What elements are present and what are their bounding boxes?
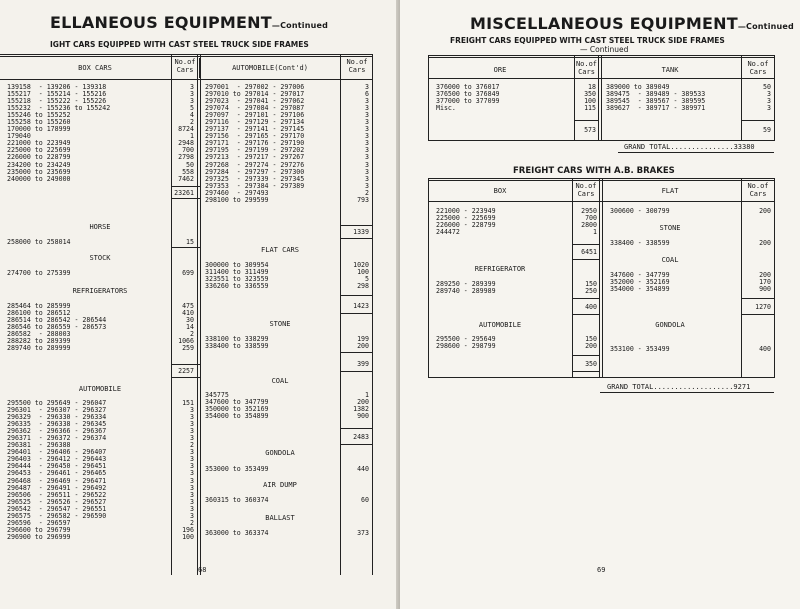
ab-flat-range: 300600 - 300799 [610, 207, 670, 215]
ab-coal-list-entry: 347600 - 347799 [610, 271, 670, 279]
box-header: BOX [493, 187, 507, 195]
horse-count: 15 [186, 238, 194, 246]
box-cars-list [7, 84, 110, 183]
coal-counts [326, 392, 369, 420]
air-dump-range: 360315 to 360374 [205, 496, 269, 504]
ore-list-entry: Misc. [436, 104, 456, 113]
automobile-counts-entry: 3 [190, 413, 194, 422]
automobile-counts-entry: 3 [190, 455, 194, 464]
box-cars-list-entry: 155246 to 155252 [7, 111, 71, 120]
box-cars-list-entry: 225000 to 225699 [7, 146, 71, 155]
ab-box-counts-entry: 2800 [581, 221, 597, 230]
automobile-counts-entry: 3 [190, 420, 194, 429]
left-title: ELLANEOUS EQUIPMENT—Continued [50, 13, 329, 32]
ab-refrigerator-counts-entry: 150 [585, 280, 597, 288]
box-cars-counts-entry: 3 [190, 83, 194, 91]
left-subtitle: IGHT CARS EQUIPPED WITH CAST STEEL TRUCK SIDE FRAMES [50, 40, 309, 49]
box-cars-counts-entry: 3 [190, 97, 194, 106]
automobile-cont-counts-entry: 3 [365, 153, 369, 162]
ab-refrigerator-counts [550, 281, 597, 295]
coal-list-entry: 347600 to 347799 [205, 398, 269, 407]
tank-list-entry: 389627 - 389717 - 389971 [606, 104, 706, 113]
gondola-count: 440 [357, 465, 369, 473]
flat-cars-list-entry: 300000 to 309954 [205, 261, 269, 269]
tank-counts-entry: 3 [767, 97, 771, 106]
automobile-cont-counts-entry: 3 [365, 146, 369, 155]
coal-list-entry: 354000 to 354899 [205, 412, 269, 421]
ore-counts-entry: 18 [588, 83, 596, 91]
box-cars-list-entry: 179040 [7, 132, 31, 141]
automobile-cont-counts-entry: 3 [365, 97, 369, 106]
automobile-cont-list-entry: 297156 - 297165 - 297170 [205, 132, 305, 141]
automobile-cont-list-entry: 297074 - 297084 - 297087 [205, 104, 305, 113]
box-cars-counts-entry: 4 [190, 111, 194, 120]
right-page [400, 0, 800, 609]
automobile-cont-list [205, 84, 304, 204]
right-subtitle: FREIGHT CARS EQUIPPED WITH CAST STEEL TRUCK SIDE FRAMES [450, 36, 725, 45]
box-cars-counts-entry: 5 [190, 104, 194, 113]
automobile-counts-entry: 3 [190, 448, 194, 457]
flat-cars-list-entry: 311400 to 311499 [205, 268, 269, 277]
refrigerators-counts-entry: 14 [186, 323, 194, 332]
ab-coal-total: 1270 [755, 303, 771, 311]
refrigerators-list-entry: 288282 to 289399 [7, 337, 71, 346]
ab-gondola-range: 353100 - 353499 [610, 345, 670, 353]
ore-list-entry: 377000 to 377099 [436, 97, 500, 106]
automobile-list-entry: 296468 - 296469 - 296471 [7, 476, 107, 485]
automobile-cont-total: 1339 [353, 228, 369, 236]
automobile-counts [150, 400, 194, 541]
automobile-cont-counts-entry: 3 [365, 125, 369, 134]
automobile-cont-counts-entry: 2 [365, 188, 369, 197]
box-cars-list-entry: 235000 to 235699 [7, 167, 71, 176]
ab-automobile-label: AUTOMOBILE [478, 321, 522, 329]
automobile-list-entry: 296506 - 296511 - 296522 [7, 490, 107, 499]
refrigerators-counts-entry: 475 [182, 302, 194, 310]
ore-header: ORE [493, 66, 507, 74]
ab-refrigerator-list-entry: 289250 - 289399 [436, 280, 496, 288]
refrigerators-counts-entry: 2 [190, 330, 194, 339]
ab-automobile-total: 350 [585, 360, 597, 368]
automobile-cont-counts-entry: 3 [365, 111, 369, 120]
stock-count: 699 [182, 269, 194, 277]
ballast-count: 373 [357, 529, 369, 537]
automobile-list-entry: 295500 to 295649 - 296047 [7, 399, 107, 407]
flat-cars-label: FLAT CARS [261, 246, 299, 254]
automobile-counts-entry: 3 [190, 469, 194, 478]
coal-counts-entry: 200 [357, 398, 369, 407]
automobile-cont-list-entry: 297325 - 297339 - 297345 [205, 174, 305, 183]
automobile-list-entry: 296542 - 296547 - 296551 [7, 504, 107, 513]
ab-coal-list [610, 272, 670, 293]
automobile-list-entry: 296900 to 296999 [7, 532, 71, 541]
automobile-cont-counts-entry: 3 [365, 181, 369, 190]
refrigerators-counts-entry: 259 [182, 344, 194, 353]
ab-coal-list-entry: 354000 - 354899 [610, 285, 670, 294]
flat-cars-list-entry: 336260 to 336559 [205, 282, 269, 291]
stone-label: STONE [269, 320, 291, 328]
box-cars-list-entry: 234200 to 234249 [7, 160, 71, 169]
horse-label: HORSE [89, 223, 111, 231]
flat-header: FLAT [661, 187, 679, 195]
coal-list-entry: 350000 to 352169 [205, 405, 269, 414]
box-cars-list-entry: 240000 to 249000 [7, 174, 71, 183]
grand-total-1: GRAND TOTAL...............33380 [624, 143, 755, 151]
ab-brakes-title: FREIGHT CARS WITH A.B. BRAKES [513, 166, 675, 176]
flat-cars-list-entry: 323551 to 323559 [205, 275, 269, 284]
ab-box-total: 6451 [581, 248, 597, 256]
automobile-cont-counts-entry: 793 [357, 195, 369, 204]
flat-cars-counts-entry: 1020 [353, 261, 369, 269]
right-title: MISCELLANEOUS EQUIPMENT—Continued [470, 14, 794, 33]
ab-box-list-entry: 225000 - 225699 [436, 214, 496, 223]
box-cars-list-entry: 226000 to 228799 [7, 153, 71, 162]
refrigerators-counts [150, 303, 194, 352]
stone-list-entry: 338400 to 338599 [205, 342, 269, 351]
flat-cars-counts [326, 262, 369, 290]
flat-cars-counts-entry: 298 [357, 282, 369, 291]
box-cars-list-entry: 221000 to 223949 [7, 139, 71, 148]
automobile-cont-list-entry: 297213 - 297217 - 297267 [205, 153, 305, 162]
automobile-list-entry: 296600 to 296799 [7, 525, 71, 534]
ab-box-list-entry: 226000 - 228799 [436, 221, 496, 230]
automobile-cont-header: AUTOMOBILE(Cont'd) [232, 64, 308, 72]
automobile-counts-entry: 3 [190, 504, 194, 513]
coal-label: COAL [271, 377, 289, 385]
automobile-list-entry: 296362 - 296366 - 296367 [7, 427, 107, 436]
automobile-counts-entry: 151 [182, 399, 194, 407]
tank-counts [726, 84, 771, 112]
coal-list [205, 392, 269, 420]
refrigerators-label: REFRIGERATORS [72, 287, 128, 295]
box-cars-counts-entry: 2 [190, 118, 194, 127]
horse-range: 258000 to 258014 [7, 238, 71, 246]
box-cars-list-entry: 155217 - 155214 - 155216 [7, 90, 107, 99]
coal-counts-entry: 1 [365, 391, 369, 399]
stone-counts-entry: 200 [357, 342, 369, 351]
tank-list [606, 84, 705, 112]
automobile-cont-counts-entry: 3 [365, 139, 369, 148]
ab-coal-label: COAL [661, 256, 679, 264]
ab-box-list-entry: 244472 [436, 228, 460, 237]
tank-total: 59 [763, 126, 771, 134]
ab-flat-count: 200 [759, 207, 771, 215]
ab-coal-list-entry: 352000 - 352169 [610, 278, 670, 287]
tank-counts-entry: 50 [763, 83, 771, 91]
automobile-list-entry: 296596 - 296597 [7, 518, 71, 527]
box-cars-counts-entry: 50 [186, 160, 194, 169]
ab-box-list-entry: 221000 - 223949 [436, 207, 496, 215]
flat-cars-list [205, 262, 269, 290]
coal-list-entry: 345775 [205, 391, 229, 399]
automobile-list-entry: 296403 - 296412 - 296443 [7, 455, 107, 464]
automobile-counts-entry: 196 [182, 525, 194, 534]
automobile-cont-counts-entry: 3 [365, 174, 369, 183]
box-cars-list-entry: 155258 to 155260 [7, 118, 71, 127]
ab-gondola-label: GONDOLA [655, 321, 685, 329]
automobile-counts-entry: 3 [190, 406, 194, 415]
no-of-cars-header: No.of Cars [174, 58, 196, 74]
stock-range: 274700 to 275399 [7, 269, 71, 277]
automobile-counts-entry: 3 [190, 490, 194, 499]
box-cars-header: BOX CARS [78, 64, 112, 72]
automobile-cont-list-entry: 297284 - 297297 - 297300 [205, 167, 305, 176]
box-cars-counts-entry: 2948 [178, 139, 194, 148]
tank-list-entry: 389000 to 389049 [606, 83, 670, 91]
automobile-cont-counts-entry: 3 [365, 160, 369, 169]
automobile-list-entry: 296329 - 296330 - 296334 [7, 413, 107, 422]
ore-total: 573 [584, 126, 596, 134]
ab-refrigerator-label: REFRIGERATOR [474, 265, 526, 273]
automobile-cont-list-entry: 297097 - 297101 - 297106 [205, 111, 305, 120]
ab-automobile-list-entry: 298600 - 298799 [436, 342, 496, 351]
refrigerators-list-entry: 285464 to 285999 [7, 302, 71, 310]
automobile-list-entry: 296444 - 296450 - 296451 [7, 462, 107, 471]
box-cars-counts [150, 84, 194, 183]
automobile-cont-list-entry: 297137 - 297141 - 297145 [205, 125, 305, 134]
stone-counts [326, 336, 369, 350]
automobile-list-entry: 296575 - 296582 - 296590 [7, 511, 107, 520]
ballast-label: BALLAST [265, 514, 295, 522]
air-dump-label: AIR DUMP [263, 481, 297, 489]
ab-coal-counts-entry: 200 [759, 271, 771, 279]
gondola-range: 353000 to 353499 [205, 465, 269, 473]
ore-counts-entry: 100 [584, 97, 596, 106]
ab-coal-counts-entry: 170 [759, 278, 771, 287]
tank-counts-entry: 3 [767, 104, 771, 113]
no-of-cars-header-2: No.of Cars [346, 58, 368, 74]
ab-box-counts-entry: 2950 [581, 207, 597, 215]
automobile-cont-counts-entry: 3 [365, 132, 369, 141]
stone-total: 399 [357, 360, 369, 368]
ab-refrigerator-total: 400 [585, 303, 597, 311]
automobile-counts-entry: 3 [190, 483, 194, 492]
box-cars-list-entry: 139158 - 139206 - 139318 [7, 83, 107, 91]
ab-stone-range: 338400 - 338599 [610, 239, 670, 247]
automobile-cont-list-entry: 297010 to 297014 - 297017 [205, 90, 305, 99]
ore-counts-entry: 115 [584, 104, 596, 113]
page-number-left: 68 [198, 566, 207, 574]
refrigerators-list-entry: 289740 to 289999 [7, 344, 71, 353]
box-cars-counts-entry: 7462 [178, 174, 194, 183]
ab-refrigerator-list-entry: 289740 - 289989 [436, 287, 496, 296]
stone-counts-entry: 199 [357, 335, 369, 343]
box-cars-counts-entry: 2798 [178, 153, 194, 162]
stock-label: STOCK [89, 254, 111, 262]
automobile-counts-entry: 2 [190, 518, 194, 527]
automobile-label: AUTOMOBILE [78, 385, 122, 393]
refrigerators-list [7, 303, 106, 352]
right-subtitle-continued: — Continued [580, 45, 629, 54]
ore-list-entry: 376000 to 376017 [436, 83, 500, 91]
tank-counts-entry: 3 [767, 90, 771, 99]
automobile-counts-entry: 3 [190, 497, 194, 506]
tank-no-of-cars-header: No.of Cars [747, 60, 769, 76]
grand-total-2: GRAND TOTAL...................9271 [607, 383, 751, 391]
flat-cars-counts-entry: 100 [357, 268, 369, 277]
automobile-cont-list-entry: 297195 - 297199 - 297202 [205, 146, 305, 155]
ab-automobile-counts-entry: 200 [585, 342, 597, 351]
automobile-list-entry: 296371 - 296372 - 296374 [7, 434, 107, 443]
tank-header: TANK [661, 66, 679, 74]
automobile-cont-list-entry: 297116 - 297129 - 297134 [205, 118, 305, 127]
box-cars-counts-entry: 3 [190, 90, 194, 99]
box-cars-counts-entry: 558 [182, 167, 194, 176]
box-cars-list-entry: 155232 - 155236 to 155242 [7, 104, 111, 113]
ab-box-list [436, 208, 496, 236]
automobile-list-entry: 296487 - 296491 - 296492 [7, 483, 107, 492]
automobile-cont-list-entry: 297171 - 297176 - 297190 [205, 139, 305, 148]
air-dump-count: 60 [361, 496, 369, 504]
box-cars-total: 23261 [174, 189, 194, 197]
ab-automobile-counts-entry: 150 [585, 335, 597, 343]
automobile-cont-list-entry: 297353 - 297384 - 297389 [205, 181, 305, 190]
coal-total: 2483 [353, 433, 369, 441]
page-number-right: 69 [597, 566, 606, 574]
automobile-cont-list-entry: 297001 - 297002 - 297006 [205, 83, 305, 91]
ballast-range: 363000 to 363374 [205, 529, 269, 537]
ab-stone-count: 200 [759, 239, 771, 247]
box-cars-list-entry: 155218 - 155222 - 155226 [7, 97, 107, 106]
automobile-cont-list-entry: 297268 - 297274 - 297276 [205, 160, 305, 169]
automobile-counts-entry: 3 [190, 434, 194, 443]
box-cars-counts-entry: 1 [190, 132, 194, 141]
automobile-counts-entry: 2 [190, 441, 194, 450]
coal-counts-entry: 1382 [353, 405, 369, 414]
ab-coal-counts [726, 272, 771, 293]
automobile-list-entry: 296401 - 296406 - 296407 [7, 448, 107, 457]
automobile-cont-list-entry: 297023 - 297041 - 297062 [205, 97, 305, 106]
automobile-cont-list-entry: 297460 - 297493 [205, 188, 269, 197]
flat-cars-total: 1423 [353, 302, 369, 310]
automobile-list-entry: 296335 - 296338 - 296345 [7, 420, 107, 429]
automobile-cont-counts-entry: 3 [365, 118, 369, 127]
automobile-counts-entry: 3 [190, 427, 194, 436]
refrigerators-counts-entry: 410 [182, 309, 194, 318]
ore-list-entry: 376500 to 376849 [436, 90, 500, 99]
refrigerators-list-entry: 286582 - 288003 [7, 330, 71, 339]
automobile-counts-entry: 3 [190, 462, 194, 471]
automobile-cont-counts-entry: 6 [365, 90, 369, 99]
ab-automobile-counts [550, 336, 597, 350]
refrigerators-list-entry: 286514 to 286542 - 286544 [7, 316, 107, 325]
ab-box-counts [550, 208, 597, 236]
ab-refrigerator-counts-entry: 250 [585, 287, 597, 296]
box-cars-counts-entry: 700 [182, 146, 194, 155]
ore-counts [550, 84, 596, 112]
automobile-counts-entry: 3 [190, 511, 194, 520]
automobile-cont-counts-entry: 3 [365, 104, 369, 113]
stone-list-entry: 338100 to 338299 [205, 335, 269, 343]
automobile-list-entry: 296525 - 296526 - 296527 [7, 497, 107, 506]
ab-gondola-count: 400 [759, 345, 771, 353]
tank-list-entry: 389545 - 389567 - 389595 [606, 97, 706, 106]
refrigerators-counts-entry: 1066 [178, 337, 194, 346]
automobile-cont-counts-entry: 3 [365, 83, 369, 91]
refrigerators-list-entry: 286100 to 286512 [7, 309, 71, 318]
gondola-label: GONDOLA [265, 449, 295, 457]
box-cars-counts-entry: 8724 [178, 125, 194, 134]
ab-automobile-list [436, 336, 496, 350]
ore-list [436, 84, 500, 112]
automobile-counts-entry: 100 [182, 532, 194, 541]
ab-refrigerator-list [436, 281, 496, 295]
automobile-cont-counts-entry: 3 [365, 167, 369, 176]
ab-box-counts-entry: 1 [593, 228, 597, 237]
automobile-list-entry: 296301 - 296307 - 296327 [7, 406, 107, 415]
automobile-list [7, 400, 106, 541]
automobile-list-entry: 296381 - 296388 [7, 441, 71, 450]
box-cars-list-entry: 170000 to 178999 [7, 125, 71, 134]
ab-automobile-list-entry: 295500 - 295649 [436, 335, 496, 343]
refrigerators-total: 2257 [178, 367, 194, 375]
stone-list [205, 336, 269, 350]
ab-stone-label: STONE [659, 224, 681, 232]
ore-no-of-cars-header: No.of Cars [575, 60, 598, 76]
refrigerators-counts-entry: 30 [186, 316, 194, 325]
automobile-counts-entry: 3 [190, 476, 194, 485]
refrigerators-list-entry: 286546 to 286559 - 286573 [7, 323, 107, 332]
tank-list-entry: 389475 - 389489 - 389533 [606, 90, 706, 99]
ab-coal-counts-entry: 900 [759, 285, 771, 294]
flat-no-of-cars-header: No.of Cars [747, 182, 769, 198]
automobile-list-entry: 296453 - 296461 - 296465 [7, 469, 107, 478]
automobile-cont-list-entry: 298100 to 299599 [205, 195, 269, 204]
coal-counts-entry: 900 [357, 412, 369, 421]
box-no-of-cars-header: No.of Cars [575, 182, 597, 198]
ore-counts-entry: 350 [584, 90, 596, 99]
flat-cars-counts-entry: 5 [365, 275, 369, 284]
automobile-cont-counts [326, 84, 369, 204]
ab-box-counts-entry: 700 [585, 214, 597, 223]
